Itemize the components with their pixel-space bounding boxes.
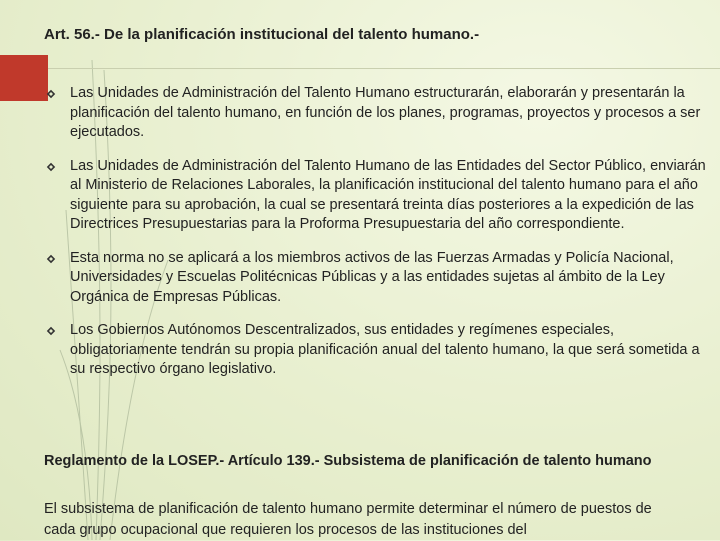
accent-bar: [0, 55, 48, 101]
bullet-text: Esta norma no se aplicará a los miembros activos de las Fuerzas Armadas y Policía Nacional, Universidades y Escuelas Politécnicas Públicas y a las entidades sujetas al ámbito de la Ley Orgánica de Empresas Públicas.: [70, 249, 674, 305]
bullet-item: [46, 84, 706, 143]
body-paragraph: El subsistema de planificación de talento humano permite determinar el número de puestos de cada grupo ocupacional que requieren los procesos de las instituciones del: [44, 501, 652, 538]
bullet-item: [46, 249, 706, 308]
section-heading: Reglamento de la LOSEP.- Artículo 139.- Subsistema de planificación de talento humano: [44, 453, 652, 469]
diamond-bullet-icon: [46, 162, 56, 172]
bullet-item: [46, 157, 706, 235]
bullet-text: Las Unidades de Administración del Talento Humano estructurarán, elaborarán y presentarán la planificación del talento humano, en función de los planes, programas, proyectos y procesos a ser ejecutados.: [70, 85, 701, 140]
diamond-bullet-icon: [46, 89, 56, 99]
diamond-bullet-icon: [46, 326, 56, 336]
diamond-bullet-icon: [46, 254, 56, 264]
bullet-list: [46, 84, 706, 394]
title-divider: [48, 68, 720, 69]
bullet-item: [46, 321, 706, 380]
slide-title: Art. 56.- De la planificación institucional del talento humano.-: [44, 26, 480, 43]
bullet-text: Las Unidades de Administración del Talento Humano de las Entidades del Sector Público, enviarán al Ministerio de Relaciones Laborales, la planificación institucional del talento humano para el año siguiente para su aprobación, la cual se presentará treinta días posteriores a la expedición de las Directrices Presupuestarias para la Proforma Presupuestaria del año correspondiente.: [70, 157, 706, 232]
bullet-text: Los Gobiernos Autónomos Descentralizados, sus entidades y regímenes especiales, obligatoriamente tendrán su propia planificación anual del talento humano, la que será sometida a su respectivo órgano legislativo.: [70, 322, 700, 377]
